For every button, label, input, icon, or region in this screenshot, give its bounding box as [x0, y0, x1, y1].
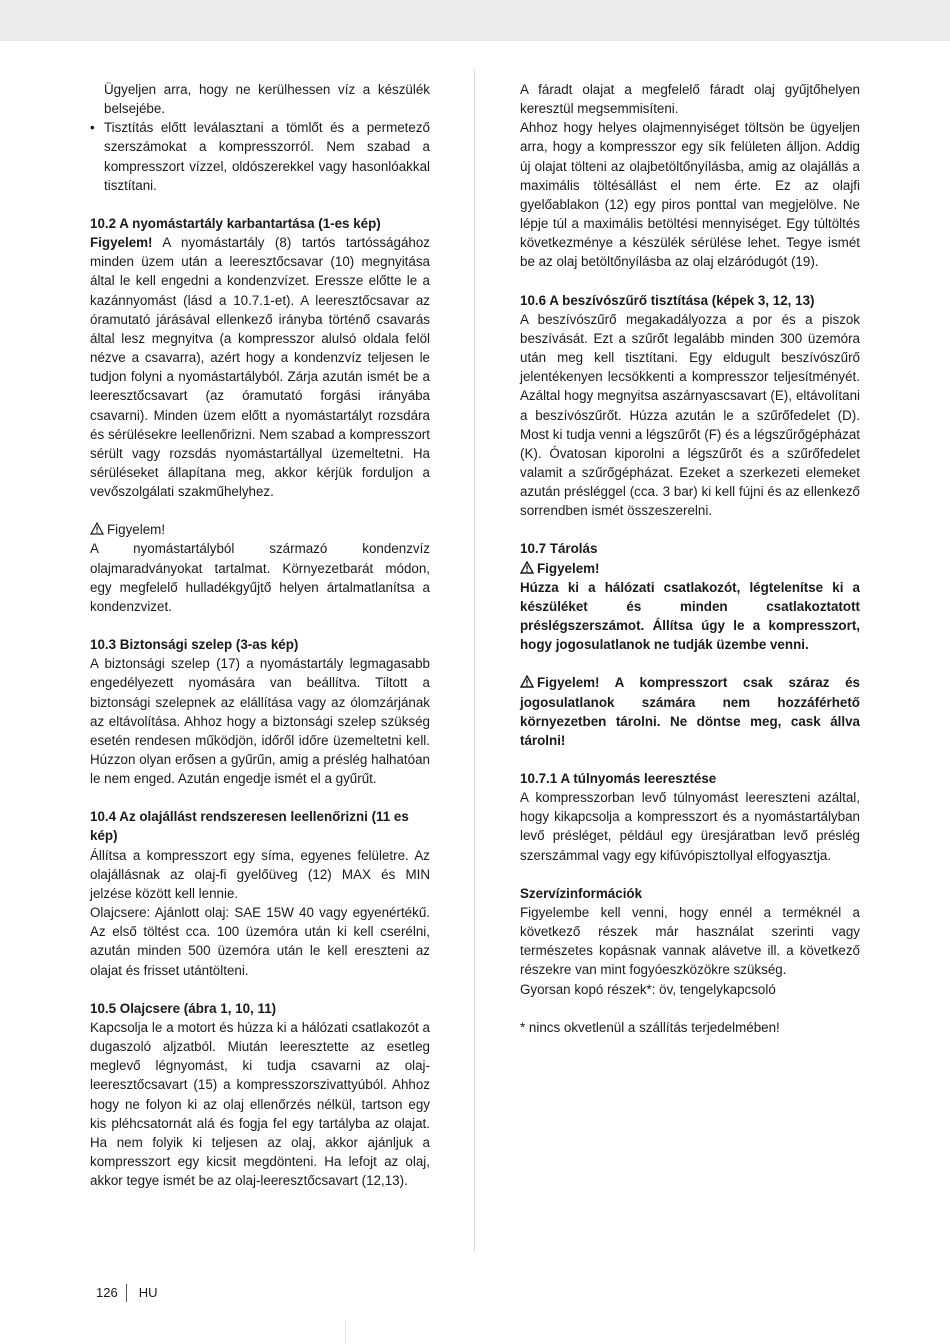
section-heading-10-2: 10.2 A nyomástartály karbantartása (1-es kép) — [90, 215, 381, 231]
warning-heading — [90, 520, 430, 539]
storage-warning-2-text: Figyelem! A kompresszort csak száraz és jogosulatlanok számára nem hozzáférhető környezetben tárolni. Ne döntse meg, cask állva tárolni! — [520, 675, 860, 748]
oil-fill-text: Ahhoz hogy helyes olajmennyiséget töltsön be ügyeljen arra, hogy a kompresszor egy sík felületen álljon. Addig új olajat tölteni az olajbetöltőnyílásba, amig az olajállás a maximális töltésállást el nem érte. Ez az olajfi gyelőablakon (12) egy piros ponttal van megjelölve. Ne lépje túl a maximális betöltési mennyiséget. Egy túltöltés következménye a készülék sérülése lehet. Tegye ismét be az olaj betöltőnyílásba az olaj elzáródugót (19). — [520, 120, 860, 270]
bullet-list — [90, 80, 430, 195]
warning-icon — [90, 522, 104, 535]
service-parts: Gyorsan kopó részek*: öv, tengelykapcsoló — [520, 981, 776, 997]
section-body: A nyomástartály (8) tartós tartósságához minden üzem után a leeresztőcsavar (10) megnyitása által le kell engedni a kondenzvízet. Eressze előtte le a kazánnyomást (lásd a 10.7.1-et). A leeresztőcsavar az óramutató járásával ellenkező irányba történő csavarás által lesz megnyitva (a kompresszor alulsó oldala felöl nézve a csavarra), azért hogy a kondenzvíz teljesen le tudjon folyni a nyomástartályból. Zárja azután ismét be a leeresztőcsavart (az óramutató forgási irányába csavarni). Minden üzem előtt a nyomástartályt rozsdára és sérülésekre leellenőrizni. Nem szabad a kompresszort sérült vagy rozsdás nyomástartállyal üzemeltetni. Ha sérüléseket állapítana meg, akkor kérjük forduljon a vevőszolgálati szakműhelyhez. — [90, 235, 430, 500]
section-heading-10-7-1: 10.7.1 A túlnyomás leeresztése — [520, 771, 717, 786]
right-column — [520, 80, 860, 1037]
storage-warning-heading — [520, 559, 860, 578]
storage-warning-text: Húzza ki a hálózati csatlakozót, légtelenítse ki a készüléket és minden csatlakoztatott préslégszerszámot. Állítsa úgy le a kompresszort, hogy jogosulatlanok ne tudják üzembe venni. — [520, 579, 860, 653]
service-heading: Szervízinformációk — [520, 885, 643, 901]
section-heading-10-6: 10.6 A beszívószűrő tisztítása (képek 3, 12, 13) — [520, 292, 815, 308]
language-code: HU — [138, 1285, 158, 1300]
left-column — [90, 80, 430, 1190]
section-heading-10-5: 10.5 Olajcsere (ábra 1, 10, 11) — [90, 1000, 277, 1016]
section-text-10-5: Kapcsolja le a motort és húzza ki a hálózati csatlakozót a dugaszoló aljzatból. Miután leeresztette az esetleg meglevő légnyomást, ki tudja csavarni az olaj-leeresztőcsavart (15) a kompresszorszivattyúból. Ahhoz hogy ne folyon ki az olaj ellenőrzés nélkül, tartson egy kis pléhcsatornát alá és fogja fel egy tartályba az olajat. Ha nem folyik ki teljesen az olaj, akkor ajánljuk a kompresszort egy kicsit megdönteni. Ha lefojt az olaj, akkor tegye ismét be az olaj-leeresztőcsavart (12,13). — [90, 1019, 430, 1189]
list-item-text: Tisztítás előtt leválasztani a tömlőt és a permetező szerszámokat a kompresszorról. Nem szabad a kompresszort vízzel, oldószerekkel vagy hasonlóakkal tisztítani. — [104, 120, 430, 193]
page-number: 126 — [96, 1284, 127, 1302]
section-text-10-3: A biztonsági szelep (17) a nyomástartály legmagasabb engedélyezett nyomására van beállítva. Tiltott a biztonsági szelepnek az elállítása vagy az ólomzárjának az eltávolítása. Ahhoz hogy a biztonsági szelep szükség esetén rendesen működjön, időről időre üzemeltetni kell. Húzzon olyan erősen a gyűrűn, amig a préslég halhatóan le nem enged. Azután engedje ismét el a gyűrűt. — [90, 656, 430, 787]
section-heading-10-7: 10.7 Tárolás — [520, 541, 598, 557]
section-text-10-6: A beszívószűrő megakadályozza a por és a piszok beszívását. Ezt a szűrőt legalább minden 300 üzemóra után meg kell tisztítani. Egy eldugult beszívószűrő jelentékenyen lecsökkenti a kompresszor teljesítményét. Azáltal hogy megnyitsa aszárnyascsavart (E), eltávolítani a beszívószűrőt. Húzza azután le a szűrőfedelet (D). Most ki tudja venni a légszűrőt (F) és a légszűrőgépházat (K). Óvatosan kiporolni a légszűrőt és a szűrőfedelet valamit a szűrőgépházat. Ezeket a szerkezeti elemeket azután présléggel (cca. 3 bar) ki kell fújni és az ellenkező sorrendben ismét összeszerelni. — [520, 311, 860, 519]
section-text-10-4-b: Olajcsere: Ajánlott olaj: SAE 15W 40 vagy egyenértékű. Az első töltést cca. 100 üzemóra után ki kell cserélni, azután minden 500 üzemóra után le kell ereszteni az olajat és frisset utántölteni. — [90, 905, 430, 978]
service-text: Figyelembe kell venni, hogy ennél a terméknél a következő részek már használat szerinti vagy természetes kopásnak vannak alávetve ill. a következő részekre van mint fogyóeszközökre szükség. — [520, 904, 860, 978]
column-divider — [474, 70, 475, 1252]
section-text-10-7-1: A kompresszorban levő túlnyomást leereszteni azáltal, hogy kikapcsolja a kompresszort és a nyomástartályban levő présléget, például egy üresjáratban levő préslég szerszámmal vagy egy kifúvópisztollyal elfogyasztja. — [520, 790, 860, 863]
fold-mark — [345, 1320, 346, 1344]
oil-disposal-text: A fáradt olajat a megfelelő fáradt olaj gyűjtőhelyen keresztül megsemmisíteni. — [520, 82, 860, 117]
storage-warning-2 — [520, 673, 860, 750]
warning-text: A nyomástartályból származó kondenzvíz olajmaradványokat tartalmat. Környezetbarát módon, egy megfelelő hulladékgyűjtő helyen ártalmatlanítsa a kondenzvizet. — [90, 541, 430, 614]
warning-icon — [520, 675, 534, 688]
section-text-10-2 — [90, 233, 430, 501]
section-heading-10-3: 10.3 Biztonsági szelep (3-as kép) — [90, 637, 299, 653]
top-bar — [0, 0, 950, 41]
section-heading-10-4: 10.4 Az olajállást rendszeresen leellenőrizni (11 es kép) — [90, 809, 409, 844]
list-item — [90, 118, 430, 195]
attention-label: Figyelem! — [90, 235, 153, 251]
bullet-marker: • — [90, 120, 95, 136]
warning-label: Figyelem! — [107, 522, 166, 538]
warning-label: Figyelem! — [537, 560, 600, 576]
warning-icon — [520, 561, 534, 574]
section-text-10-4-a: Állítsa a kompresszort egy síma, egyenes felületre. Az olajállásnak az olaj-fi gyelőüveg (12) MAX és MIN jelzése között kell lennie. — [90, 847, 430, 901]
list-item-continued: Ügyeljen arra, hogy ne kerülhessen víz a készülék belsejébe. — [104, 82, 430, 117]
page-footer — [96, 1284, 157, 1302]
footnote: * nincs okvetlenül a szállítás terjedelmében! — [520, 1019, 780, 1035]
